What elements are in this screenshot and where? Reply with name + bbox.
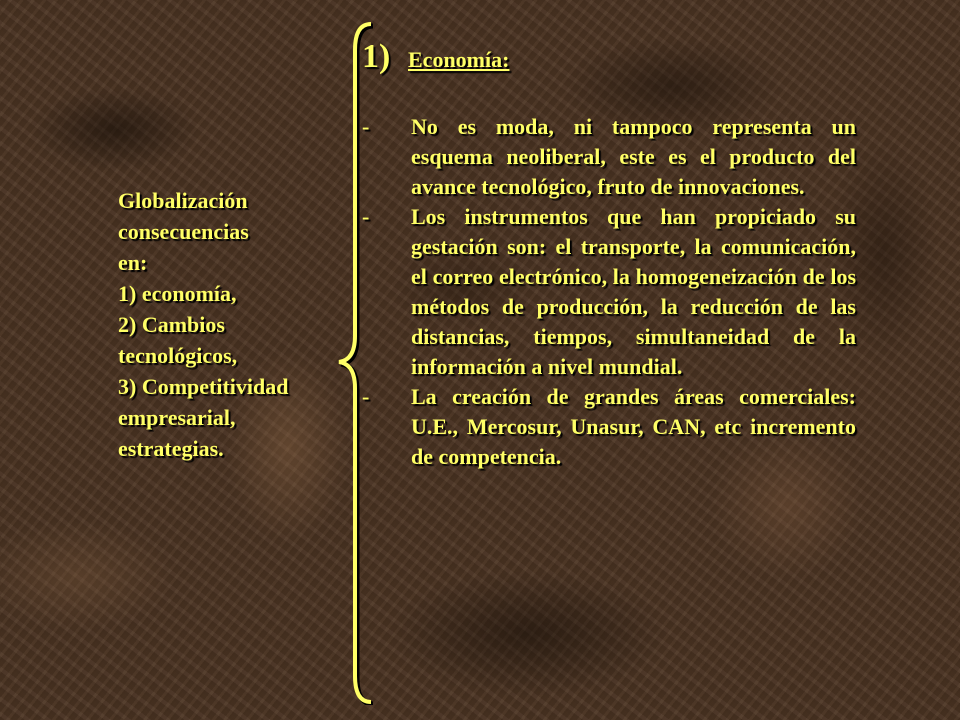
bullet-text: La creación de grandes áreas comerciales: U.E., Mercosur, Unasur, CAN, etc incremento de competencia. [411,384,856,469]
bullet-list [360,112,856,472]
bullet-dash: - [362,384,370,409]
bullet-dash: - [362,204,370,229]
summary-line: en: [118,250,148,275]
bullet-text: No es moda, ni tampoco representa un esquema neoliberal, este es el producto del avance tecnológico, fruto de innovaciones. [411,114,856,199]
summary-line: 3) Competitividad [118,374,289,399]
summary-line: 2) Cambios [118,312,225,337]
list-item [360,382,856,472]
summary-line: 1) economía, [118,281,237,306]
summary-text-block [118,185,353,464]
bullet-dash: - [362,114,370,139]
section-number: 1) [362,38,391,75]
list-item [360,202,856,382]
summary-line: consecuencias [118,219,249,244]
summary-line: Globalización [118,188,248,213]
bullet-text: Los instrumentos que han propiciado su gestación son: el transporte, la comunicación, el correo electrónico, la homogeneización de los métodos de producción, la reducción de las distancias, tiempos, simultaneidad de la información a nivel mundial. [411,204,856,379]
summary-line: estrategias. [118,436,224,461]
summary-line: tecnológicos, [118,343,238,368]
list-item [360,112,856,202]
summary-line: empresarial, [118,405,236,430]
section-title: Economía: [408,47,510,72]
section-heading [362,38,509,76]
